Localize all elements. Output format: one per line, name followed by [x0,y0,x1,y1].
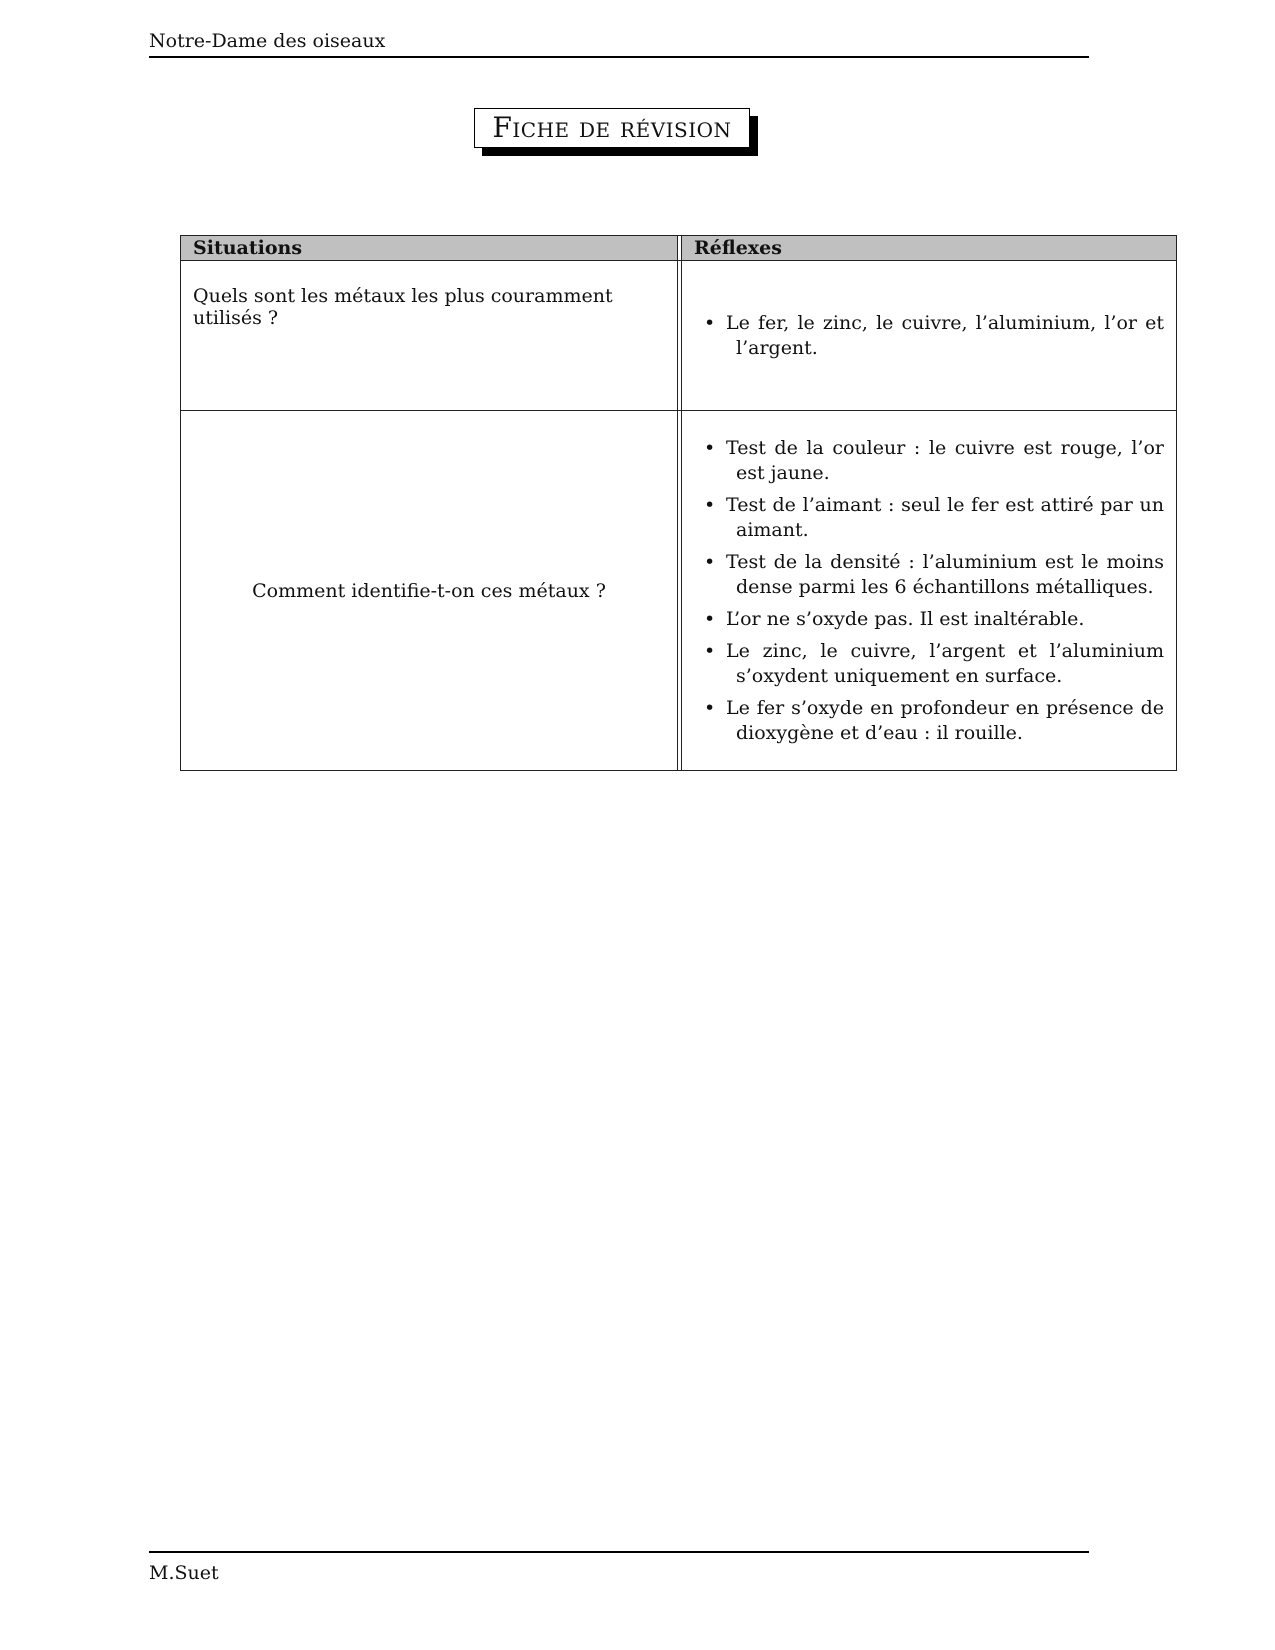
page-footer: M.Suet [149,1562,219,1584]
header-rule [149,56,1089,58]
title-frame [474,108,750,148]
page-title: Fiche de révision [474,108,750,148]
revision-table [180,235,1177,771]
footer-rule [149,1551,1089,1553]
list-item: • Test de la couleur : le cuivre est rouge, l’or est jaune. [704,436,1164,484]
situation-cell: Comment identifie-t-on ces métaux ? [181,411,678,770]
list-item: • Test de la densité : l’aluminium est le moins dense parmi les 6 échantillons métalliques. [704,550,1164,598]
list-item: • Test de l’aimant : seul le fer est attiré par un aimant. [704,493,1164,541]
table-row [181,260,1176,410]
situation-cell: Quels sont les métaux les plus couramment utilisés ? [181,261,678,410]
list-item: • Le fer s’oxyde en profondeur en présence de dioxygène et d’eau : il rouille. [704,696,1164,744]
header-situations: Situations [181,236,678,260]
list-item: • Le zinc, le cuivre, l’argent et l’aluminium s’oxydent uniquement en surface. [704,639,1164,687]
table-row [181,410,1176,770]
reflex-list [682,436,1176,746]
list-item: • Le fer, le zinc, le cuivre, l’aluminium, l’or et l’argent. [704,311,1164,359]
reflex-list [682,311,1176,361]
table-header-row [181,236,1176,260]
reflex-cell [681,261,1176,410]
list-item: • L’or ne s’oxyde pas. Il est inaltérable. [704,607,1085,630]
header-reflexes: Réflexes [681,236,1176,260]
reflex-cell [681,411,1176,770]
page-header: Notre-Dame des oiseaux [149,30,386,52]
